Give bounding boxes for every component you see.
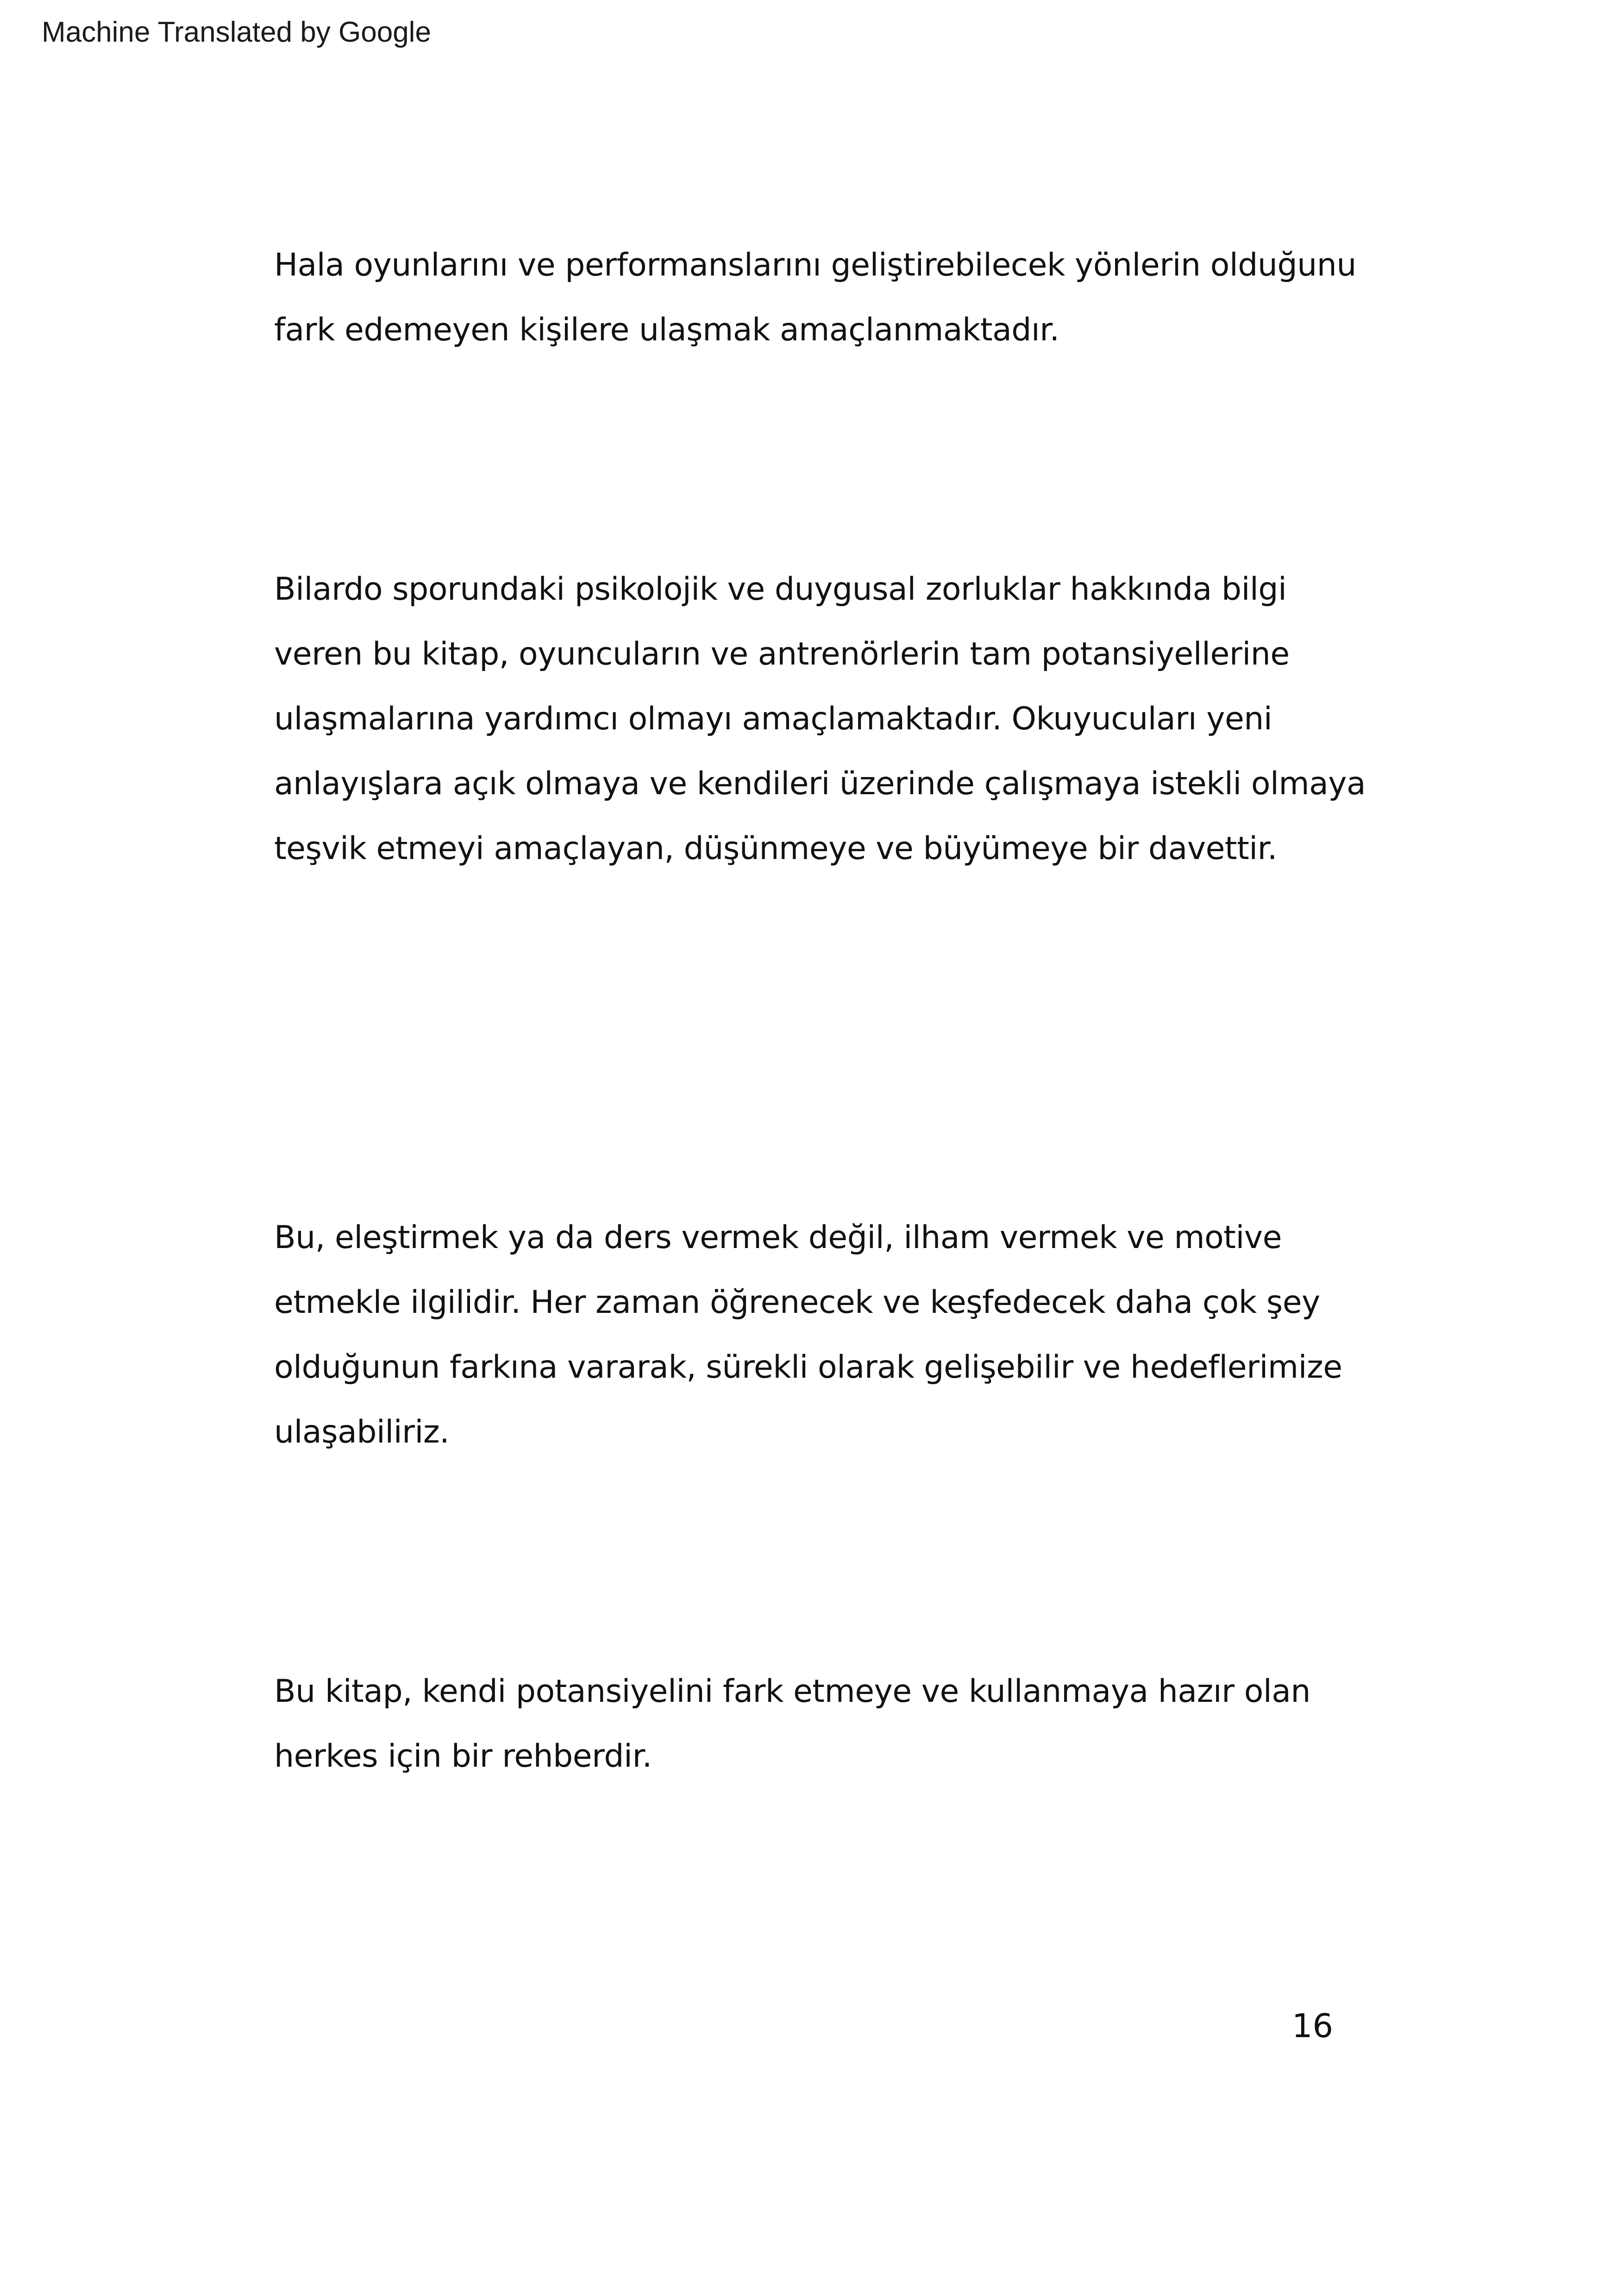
paragraph-line: Bilardo sporundaki psikolojik ve duygusal zorluklar hakkında bilgi <box>274 571 1287 608</box>
paragraph-line: teşvik etmeyi amaçlayan, düşünmeye ve büyümeye bir davettir. <box>274 830 1277 867</box>
paragraph-2 <box>274 557 1385 881</box>
paragraph-4 <box>274 1659 1385 1789</box>
machine-translation-banner: Machine Translated by Google <box>42 16 431 48</box>
paragraph-line: olduğunun farkına vararak, sürekli olarak gelişebilir ve hedeflerimize <box>274 1349 1342 1386</box>
paragraph-line: ulaşmalarına yardımcı olmayı amaçlamaktadır. Okuyucuları yeni <box>274 701 1272 737</box>
paragraph-line: anlayışlara açık olmaya ve kendileri üzerinde çalışmaya istekli olmaya <box>274 765 1366 802</box>
paragraph-line: Bu, eleştirmek ya da ders vermek değil, ilham vermek ve motive <box>274 1219 1282 1256</box>
paragraph-line: fark edemeyen kişilere ulaşmak amaçlanmaktadır. <box>274 312 1059 348</box>
page-number: 16 <box>1292 2007 1334 2045</box>
paragraph-line: etmekle ilgilidir. Her zaman öğrenecek ve keşfedecek daha çok şey <box>274 1284 1320 1321</box>
paragraph-line: veren bu kitap, oyuncuların ve antrenörlerin tam potansiyellerine <box>274 636 1290 672</box>
paragraph-line: Bu kitap, kendi potansiyelini fark etmeye ve kullanmaya hazır olan <box>274 1673 1310 1710</box>
paragraph-line: herkes için bir rehberdir. <box>274 1738 652 1775</box>
paragraph-1 <box>274 233 1385 363</box>
paragraph-3 <box>274 1205 1385 1465</box>
paragraph-line: ulaşabiliriz. <box>274 1414 450 1450</box>
paragraph-line: Hala oyunlarını ve performanslarını geliştirebilecek yönlerin olduğunu <box>274 247 1356 283</box>
